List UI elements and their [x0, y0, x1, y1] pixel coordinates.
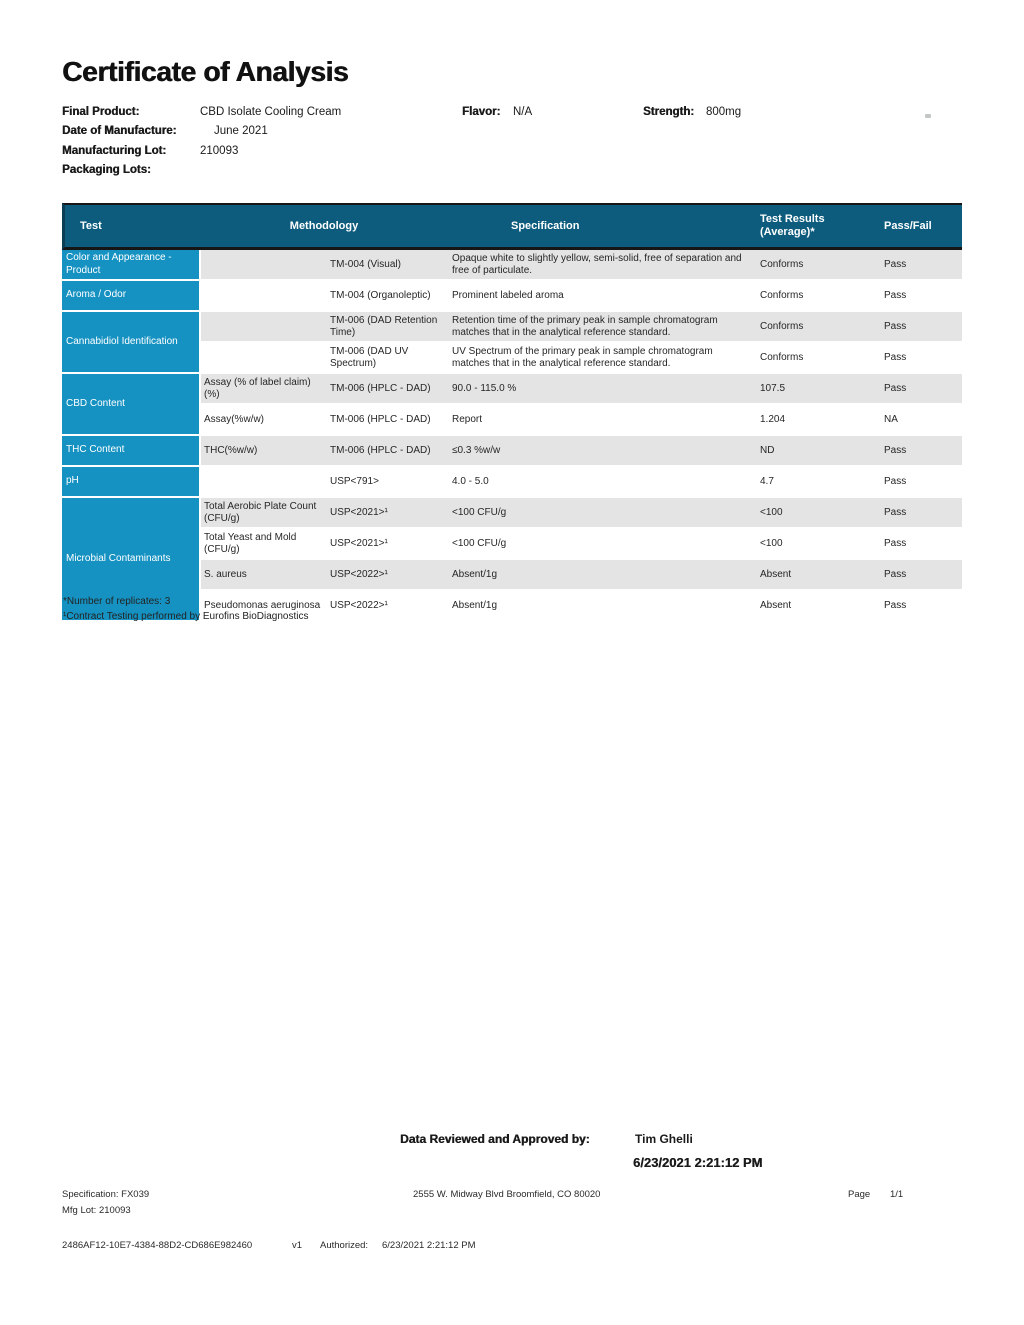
spec-cell: UV Spectrum of the primary peak in sample chromatogram matches that in the analytical reference standard.: [449, 343, 757, 374]
footer-specification-label: Specification:: [62, 1189, 119, 1200]
test-group-cell: Microbial Contaminants: [62, 498, 199, 622]
results-table-body: [62, 250, 962, 622]
spec-cell: 90.0 - 115.0 %: [449, 374, 757, 405]
method-cell: TM-006 (DAD Retention Time): [327, 312, 449, 343]
test-group-cell: CBD Content: [62, 374, 199, 436]
col-header-test-results: [757, 203, 877, 250]
method-cell: USP<2021>¹: [327, 498, 449, 529]
packaging-lots-label: Packaging Lots:: [62, 164, 151, 176]
sub-test-cell: Total Yeast and Mold (CFU/g): [199, 529, 327, 560]
approval-datetime: 6/23/2021 2:21:12 PM: [633, 1155, 763, 1170]
method-cell: USP<791>: [327, 467, 449, 498]
sub-test-cell: [199, 250, 327, 281]
table-row: [62, 498, 962, 529]
footer-authorized-label: Authorized:: [320, 1240, 369, 1251]
info-line-1: [62, 106, 992, 122]
footer-document-id: 2486AF12-10E7-4384-88D2-CD686E982460: [62, 1240, 253, 1251]
footer-page-number: 1/1: [890, 1189, 904, 1200]
passfail-cell: Pass: [877, 281, 962, 312]
passfail-cell: Pass: [877, 436, 962, 467]
approver-name: Tim Ghelli: [635, 1132, 693, 1146]
strength-value: 800mg: [706, 106, 742, 118]
test-group-cell: Aroma / Odor: [62, 281, 199, 312]
footer-page-label: Page: [848, 1189, 871, 1200]
footnote-replicates: *Number of replicates: 3: [63, 596, 171, 607]
result-cell: ND: [757, 436, 877, 467]
passfail-cell: Pass: [877, 467, 962, 498]
sub-test-cell: Pseudomonas aeruginosa: [199, 591, 327, 622]
method-cell: TM-006 (HPLC - DAD): [327, 405, 449, 436]
table-row: [62, 312, 962, 343]
passfail-cell: Pass: [877, 374, 962, 405]
footer-address: 2555 W. Midway Blvd Broomfield, CO 80020: [413, 1189, 601, 1200]
passfail-cell: Pass: [877, 498, 962, 529]
passfail-cell: NA: [877, 405, 962, 436]
test-group-cell: Cannabidiol Identification: [62, 312, 199, 374]
final-product-value: CBD Isolate Cooling Cream: [200, 106, 342, 118]
spec-cell: Retention time of the primary peak in sample chromatogram matches that in the analytical reference standard.: [449, 312, 757, 343]
col-header-passfail: Pass/Fail: [877, 203, 962, 250]
method-cell: TM-004 (Visual): [327, 250, 449, 281]
product-info-block: [62, 106, 992, 186]
sub-test-cell: THC(%w/w): [199, 436, 327, 467]
result-cell: <100: [757, 529, 877, 560]
col-header-test-results-line2: (Average)*: [760, 226, 815, 238]
method-cell: TM-006 (DAD UV Spectrum): [327, 343, 449, 374]
sub-test-cell: Assay(%w/w): [199, 405, 327, 436]
method-cell: TM-006 (HPLC - DAD): [327, 436, 449, 467]
method-cell: TM-006 (HPLC - DAD): [327, 374, 449, 405]
spec-cell: ≤0.3 %w/w: [449, 436, 757, 467]
info-line-4: [62, 164, 992, 180]
sub-test-cell: S. aureus: [199, 560, 327, 591]
sub-test-cell: [199, 467, 327, 498]
spec-cell: <100 CFU/g: [449, 529, 757, 560]
reviewed-approved-label: Data Reviewed and Approved by:: [400, 1132, 590, 1146]
table-row: [62, 467, 962, 498]
passfail-cell: Pass: [877, 529, 962, 560]
result-cell: Conforms: [757, 312, 877, 343]
spec-cell: Absent/1g: [449, 591, 757, 622]
spec-cell: Prominent labeled aroma: [449, 281, 757, 312]
result-cell: <100: [757, 498, 877, 529]
passfail-cell: Pass: [877, 591, 962, 622]
result-cell: Conforms: [757, 250, 877, 281]
page-title: Certificate of Analysis: [62, 56, 349, 87]
test-group-cell: pH: [62, 467, 199, 498]
scan-artifact: [925, 114, 931, 118]
passfail-cell: Pass: [877, 560, 962, 591]
result-cell: 1.204: [757, 405, 877, 436]
final-product-label: Final Product:: [62, 106, 140, 118]
spec-cell: Absent/1g: [449, 560, 757, 591]
footer-mfg-lot-label: Mfg Lot:: [62, 1205, 97, 1216]
table-row: [62, 436, 962, 467]
footer-specification: [62, 1189, 149, 1200]
result-cell: Absent: [757, 560, 877, 591]
col-header-test-results-line1: Test Results: [760, 213, 825, 225]
method-cell: TM-004 (Organoleptic): [327, 281, 449, 312]
method-cell: USP<2022>¹: [327, 560, 449, 591]
footer-specification-value: FX039: [121, 1189, 150, 1200]
footnotes: [63, 594, 308, 624]
spec-cell: Report: [449, 405, 757, 436]
footer-mfg-lot-value: 210093: [98, 1205, 131, 1216]
spec-cell: 4.0 - 5.0: [449, 467, 757, 498]
passfail-cell: Pass: [877, 312, 962, 343]
results-table-header: [62, 203, 962, 250]
manufacturing-lot-value: 210093: [200, 145, 239, 157]
footnote-contract-testing: ¹Contract Testing performed by Eurofins BioDiagnostics: [63, 611, 309, 622]
method-cell: USP<2022>¹: [327, 591, 449, 622]
result-cell: Conforms: [757, 281, 877, 312]
col-header-methodology: Methodology: [199, 203, 449, 250]
test-group-cell: THC Content: [62, 436, 199, 467]
result-cell: Absent: [757, 591, 877, 622]
table-row: [62, 374, 962, 405]
sub-test-cell: [199, 312, 327, 343]
date-of-manufacture-label: Date of Manufacture:: [62, 125, 177, 137]
table-row: [62, 250, 962, 281]
result-cell: Conforms: [757, 343, 877, 374]
info-line-3: [62, 145, 992, 161]
passfail-cell: Pass: [877, 250, 962, 281]
result-cell: 4.7: [757, 467, 877, 498]
header-row: [62, 203, 962, 250]
sub-test-cell: [199, 343, 327, 374]
footer-mfg-lot: [62, 1205, 131, 1216]
date-of-manufacture-value: June 2021: [214, 125, 268, 137]
method-cell: USP<2021>¹: [327, 529, 449, 560]
flavor-value: N/A: [513, 106, 533, 118]
strength-label: Strength:: [643, 106, 695, 118]
spec-cell: <100 CFU/g: [449, 498, 757, 529]
sub-test-cell: Total Aerobic Plate Count (CFU/g): [199, 498, 327, 529]
flavor-label: Flavor:: [462, 106, 501, 118]
col-header-test: Test: [62, 203, 199, 250]
results-table: [62, 203, 962, 622]
footer-authorized-datetime: 6/23/2021 2:21:12 PM: [382, 1240, 476, 1251]
manufacturing-lot-label: Manufacturing Lot:: [62, 145, 167, 157]
sub-test-cell: [199, 281, 327, 312]
passfail-cell: Pass: [877, 343, 962, 374]
sub-test-cell: Assay (% of label claim)(%): [199, 374, 327, 405]
test-group-cell: Color and Appearance - Product: [62, 250, 199, 281]
col-header-specification: Specification: [449, 203, 757, 250]
footer-version: v1: [292, 1240, 303, 1251]
spec-cell: Opaque white to slightly yellow, semi-solid, free of separation and free of particulate.: [449, 250, 757, 281]
result-cell: 107.5: [757, 374, 877, 405]
info-line-2: [62, 125, 992, 141]
table-row: [62, 281, 962, 312]
